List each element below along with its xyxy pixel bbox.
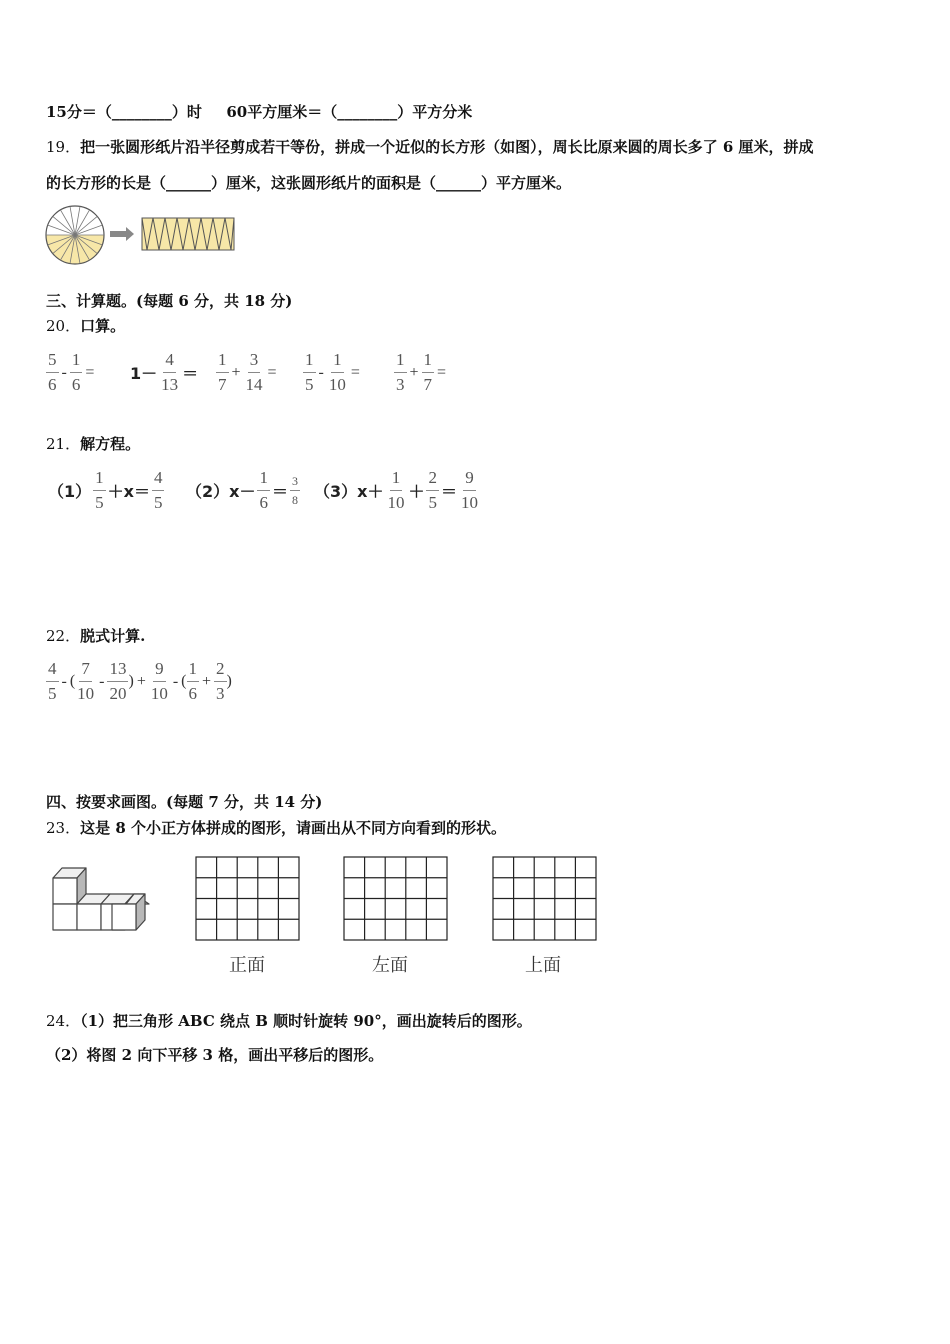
q22-number: 22．	[46, 627, 81, 645]
approx-rectangle	[142, 218, 234, 250]
q21-heading	[46, 434, 140, 454]
q18-part2: 60平方厘米＝（________）平方分米	[226, 103, 473, 121]
q24-line2: （2）将图 2 向下平移 3 格，画出平移后的图形。	[46, 1046, 384, 1064]
fraction: $\frac{9}{10}$	[150, 659, 168, 703]
q18-line	[46, 102, 472, 122]
q22-title: 脱式计算.	[80, 627, 146, 645]
fraction: $\frac{1}{5}$	[95, 468, 104, 512]
grid-top-view	[492, 856, 598, 942]
grid-left-view	[343, 856, 449, 942]
q20-expr-3: $\frac{1}{7}$ + $\frac{3}{14}$ =	[218, 350, 277, 394]
caption-top: 上面	[525, 955, 561, 976]
q19-text1: 把一张圆形纸片沿半径剪成若干等份，拼成一个近似的长方形（如图），周长比原来圆的周长多了 6 厘米，拼成	[80, 138, 814, 156]
q19-line1	[46, 137, 813, 157]
fraction: $\frac{3}{8}$	[291, 474, 298, 507]
q20-expr-4: $\frac{1}{5}$ - $\frac{1}{10}$ =	[305, 350, 360, 394]
q20-expr-2: 1－ $\frac{4}{13}$ ＝	[130, 350, 199, 394]
q24-text1: （1）把三角形 ABC 绕点 B 顺时针旋转 90°，画出旋转后的图形。	[80, 1012, 532, 1030]
section3-title: 三、计算题。(每题 6 分，共 18 分)	[46, 292, 293, 310]
fraction: $\frac{1}{6}$	[188, 659, 197, 703]
fraction: $\frac{1}{6}$	[71, 350, 81, 394]
q20-number: 20．	[46, 317, 81, 335]
fraction: $\frac{1}{6}$	[259, 468, 268, 512]
fraction: $\frac{1}{5}$	[305, 350, 314, 394]
fraction: $\frac{1}{7}$	[218, 350, 227, 394]
q24-number: 24．	[46, 1012, 81, 1030]
section4-title: 四、按要求画图。(每题 7 分，共 14 分)	[46, 793, 323, 811]
arrow-right-icon	[110, 227, 134, 241]
circle-to-rectangle-figure	[44, 204, 240, 266]
q21-eq3: （3）x＋ $\frac{1}{10}$ ＋ $\frac{2}{5}$ ＝ $\frac{9}{10}$	[314, 468, 478, 512]
fraction: $\frac{5}{6}$	[48, 350, 57, 394]
fraction: $\frac{2}{5}$	[428, 468, 437, 512]
q21-eq1: （1） $\frac{1}{5}$ ＋x＝ $\frac{4}{5}$	[48, 468, 163, 512]
divided-circle	[46, 206, 104, 264]
fraction: $\frac{1}{10}$	[387, 468, 405, 512]
q20-title: 口算。	[80, 317, 126, 335]
fraction: $\frac{1}{10}$	[328, 350, 346, 394]
grid-front-view	[195, 856, 301, 942]
q22-expr: $\frac{4}{5}$ - ( $\frac{7}{10}$ - $\frac{13}{20}$ ) + $\frac{9}{10}$ - ( $\frac{1}{6}$ + $\frac{2}{3}$ )	[48, 659, 232, 703]
q23-text: 这是 8 个小正方体拼成的图形，请画出从不同方向看到的形状。	[80, 819, 506, 837]
q22-heading	[46, 626, 145, 646]
q20-expr-1: $\frac{5}{6}$ - $\frac{1}{6}$ =	[48, 350, 95, 394]
fraction: $\frac{3}{14}$	[245, 350, 263, 394]
q24-line1	[46, 1011, 532, 1031]
q19-number: 19．	[46, 138, 81, 156]
q23-number: 23．	[46, 819, 81, 837]
q19-line2: 的长方形的长是（______）厘米，这张圆形纸片的面积是（______）平方厘米。	[46, 174, 572, 192]
fraction: $\frac{4}{5}$	[48, 659, 57, 703]
fraction: $\frac{1}{3}$	[396, 350, 405, 394]
fraction: $\frac{7}{10}$	[77, 659, 95, 703]
caption-left: 左面	[372, 955, 408, 976]
fraction: $\frac{1}{7}$	[423, 350, 433, 394]
q21-number: 21．	[46, 435, 81, 453]
fraction: $\frac{13}{20}$	[109, 659, 127, 703]
fraction: $\frac{2}{3}$	[216, 659, 225, 703]
caption-front: 正面	[229, 955, 265, 976]
fraction: $\frac{9}{10}$	[461, 468, 478, 512]
q21-eq2: （2）x－ $\frac{1}{6}$ ＝ $\frac{3}{8}$	[186, 468, 298, 512]
fraction: $\frac{4}{13}$	[161, 350, 179, 394]
q21-title: 解方程。	[80, 435, 141, 453]
fraction: $\frac{4}{5}$	[153, 468, 163, 512]
q20-expr-5: $\frac{1}{3}$ + $\frac{1}{7}$ =	[396, 350, 447, 394]
q18-part1: 15分＝（________）时	[46, 103, 202, 121]
cube-stack-figure	[50, 858, 150, 934]
q20-heading	[46, 316, 125, 336]
q23-line	[46, 818, 506, 838]
